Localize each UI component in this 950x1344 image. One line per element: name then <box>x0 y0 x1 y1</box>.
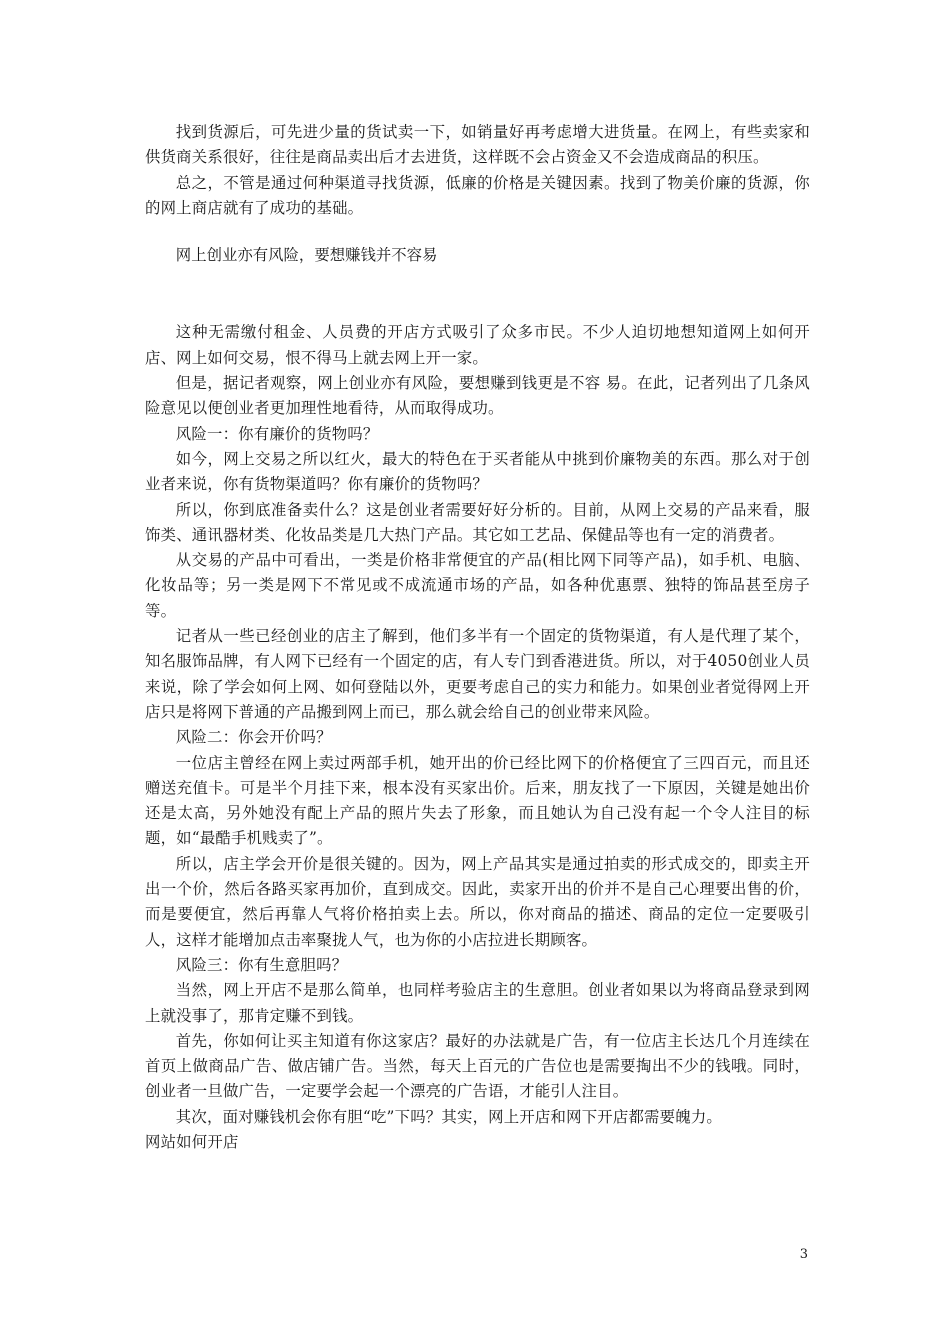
risk-heading: 风险三：你有生意胆吗？ <box>175 955 348 974</box>
document-page <box>145 120 810 1155</box>
paragraph: 一位店主曾经在网上卖过两部手机，她开出的价已经比网下的价格便宜了三四百元，而且还赠送充值卡。可是半个月挂下来，根本没有买家出价。后来，朋友找了一下原因，关键是她出价还是太高，另外她没有配上产品的照片失去了形象，而且她认为自己没有起一个令人注目的标题，如“最酷手机贱卖了”。 <box>145 753 810 848</box>
paragraph: 总之，不管是通过何种渠道寻找货源，低廉的价格是关键因素。找到了物美价廉的货源，你的网上商店就有了成功的基础。 <box>145 173 810 217</box>
spacer <box>145 268 810 320</box>
section-heading: 网上创业亦有风险，要想赚钱并不容易 <box>175 246 438 265</box>
spacer <box>145 221 810 243</box>
paragraph: 记者从一些已经创业的店主了解到，他们多半有一个固定的货物渠道，有人是代理了某个，知名服饰品牌，有人网下已经有一个固定的店，有人专门到香港进货。所以，对于4050创业人员来说，除了学会如何上网、如何登陆以外，更要考虑自己的实力和能力。如果创业者觉得网上开店只是将网下普通的产品搬到网上而已，那么就会给自己的创业带来风险。 <box>145 627 810 721</box>
paragraph: 但是，据记者观察，网上创业亦有风险，要想赚到钱更是不容 易。在此，记者列出了几条风险意见以便创业者更加理性地看待，从而取得成功。 <box>145 374 810 418</box>
paragraph: 当然，网上开店不是那么简单，也同样考验店主的生意胆。创业者如果以为将商品登录到网上就没事了，那肯定赚不到钱。 <box>145 981 810 1025</box>
paragraph: 首先，你如何让买主知道有你这家店？最好的办法就是广告，有一位店主长达几个月连续在首页上做商品广告、做店铺广告。当然，每天上百元的广告位也是需要掏出不少的钱哦。同时，创业者一旦做广告，一定要学会起一个漂亮的广告语，才能引人注目。 <box>145 1031 810 1101</box>
paragraph: 找到货源后，可先进少量的货试卖一下，如销量好再考虑增大进货量。在网上，有些卖家和供货商关系很好，往往是商品卖出后才去进货，这样既不会占资金又不会造成商品的积压。 <box>145 123 810 167</box>
risk-heading: 风险一：你有廉价的货物吗？ <box>175 424 379 443</box>
paragraph: 其次，面对赚钱机会你有胆“吃”下吗？其实，网上开店和网下开店都需要魄力。 <box>175 1107 723 1126</box>
trailing-line: 网站如何开店 <box>145 1132 239 1151</box>
paragraph: 如今，网上交易之所以红火，最大的特色在于买者能从中挑到价廉物美的东西。那么对于创业者来说，你有货物渠道吗？你有廉价的货物吗？ <box>145 449 810 494</box>
paragraph: 这种无需缴付租金、人员费的开店方式吸引了众多市民。不少人迫切地想知道网上如何开店、网上如何交易，恨不得马上就去网上开一家。 <box>145 323 810 367</box>
paragraph: 所以，店主学会开价是很关键的。因为，网上产品其实是通过拍卖的形式成交的，即卖主开出一个价，然后各路买家再加价，直到成交。因此，卖家开出的价并不是自己心理要出售的价，而是要便宜，然后再靠人气将价格拍卖上去。所以，你对商品的描述、商品的定位一定要吸引人，这样才能增加点击率聚拢人气，也为你的小店拉进长期顾客。 <box>145 854 810 949</box>
paragraph: 所以，你到底准备卖什么？这是创业者需要好好分析的。目前，从网上交易的产品来看，服饰类、通讯器材类、化妆品类是几大热门产品。其它如工艺品、保健品等也有一定的消费者。 <box>145 500 810 544</box>
risk-heading: 风险二：你会开价吗？ <box>175 728 332 747</box>
paragraph: 从交易的产品中可看出，一类是价格非常便宜的产品(相比网下同等产品)，如手机、电脑、化妆品等；另一类是网下不常见或不成流通市场的产品，如各种优惠票、独特的饰品甚至房子等。 <box>145 551 810 620</box>
page-number: 3 <box>799 1247 808 1262</box>
